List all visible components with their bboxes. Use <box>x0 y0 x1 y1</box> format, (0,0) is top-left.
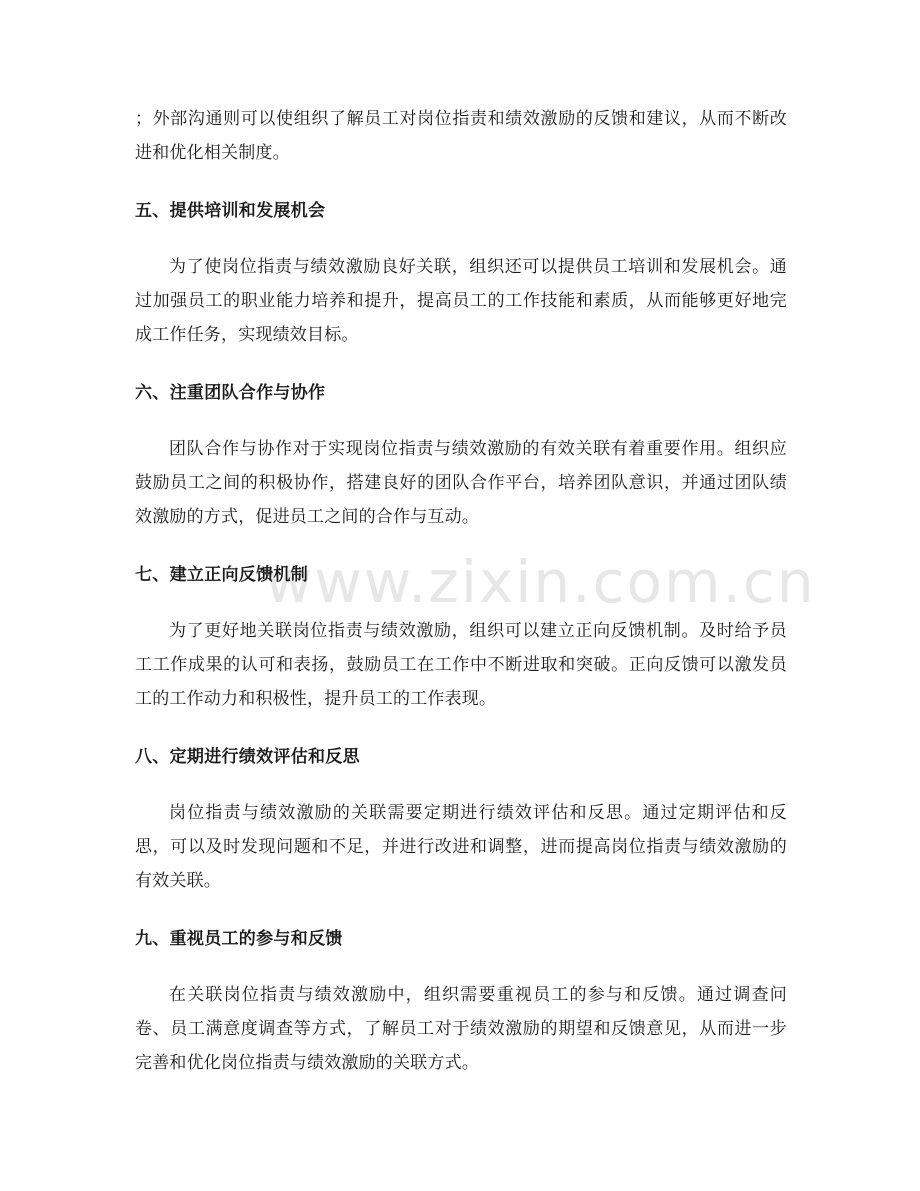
section-body-6: 团队合作与协作对于实现岗位指责与绩效激励的有效关联有着重要作用。组织应鼓励员工之间的积极协作，搭建良好的团队合作平台，培养团队意识，并通过团队绩效激励的方式，促进员工之间的合作与互动。 <box>135 439 787 527</box>
section-heading-7: 七、建立正向反馈机制 <box>135 565 308 585</box>
document-body <box>135 102 787 1080</box>
section-heading-9: 九、重视员工的参与和反馈 <box>135 929 343 949</box>
intro-paragraph: ；外部沟通则可以使组织了解员工对岗位指责和绩效激励的反馈和建议，从而不断改进和优化相关制度。 <box>135 109 787 163</box>
section-heading-5: 五、提供培训和发展机会 <box>135 201 326 221</box>
section-heading-6: 六、注重团队合作与协作 <box>135 383 326 403</box>
section-body-7: 为了更好地关联岗位指责与绩效激励，组织可以建立正向反馈机制。及时给予员工工作成果的认可和表扬，鼓励员工在工作中不断进取和突破。正向反馈可以激发员工的工作动力和积极性，提升员工的工作表现。 <box>135 621 787 709</box>
section-body-5: 为了使岗位指责与绩效激励良好关联，组织还可以提供员工培训和发展机会。通过加强员工的职业能力培养和提升，提高员工的工作技能和素质，从而能够更好地完成工作任务，实现绩效目标。 <box>135 257 787 345</box>
section-body-8: 岗位指责与绩效激励的关联需要定期进行绩效评估和反思。通过定期评估和反思，可以及时发现问题和不足，并进行改进和调整，进而提高岗位指责与绩效激励的有效关联。 <box>135 803 787 891</box>
section-heading-8: 八、定期进行绩效评估和反思 <box>135 747 360 767</box>
section-body-9: 在关联岗位指责与绩效激励中，组织需要重视员工的参与和反馈。通过调查问卷、员工满意度调查等方式，了解员工对于绩效激励的期望和反馈意见，从而进一步完善和优化岗位指责与绩效激励的关联方式。 <box>135 985 787 1073</box>
watermark-text: www.zixin.com.cn <box>265 548 816 616</box>
